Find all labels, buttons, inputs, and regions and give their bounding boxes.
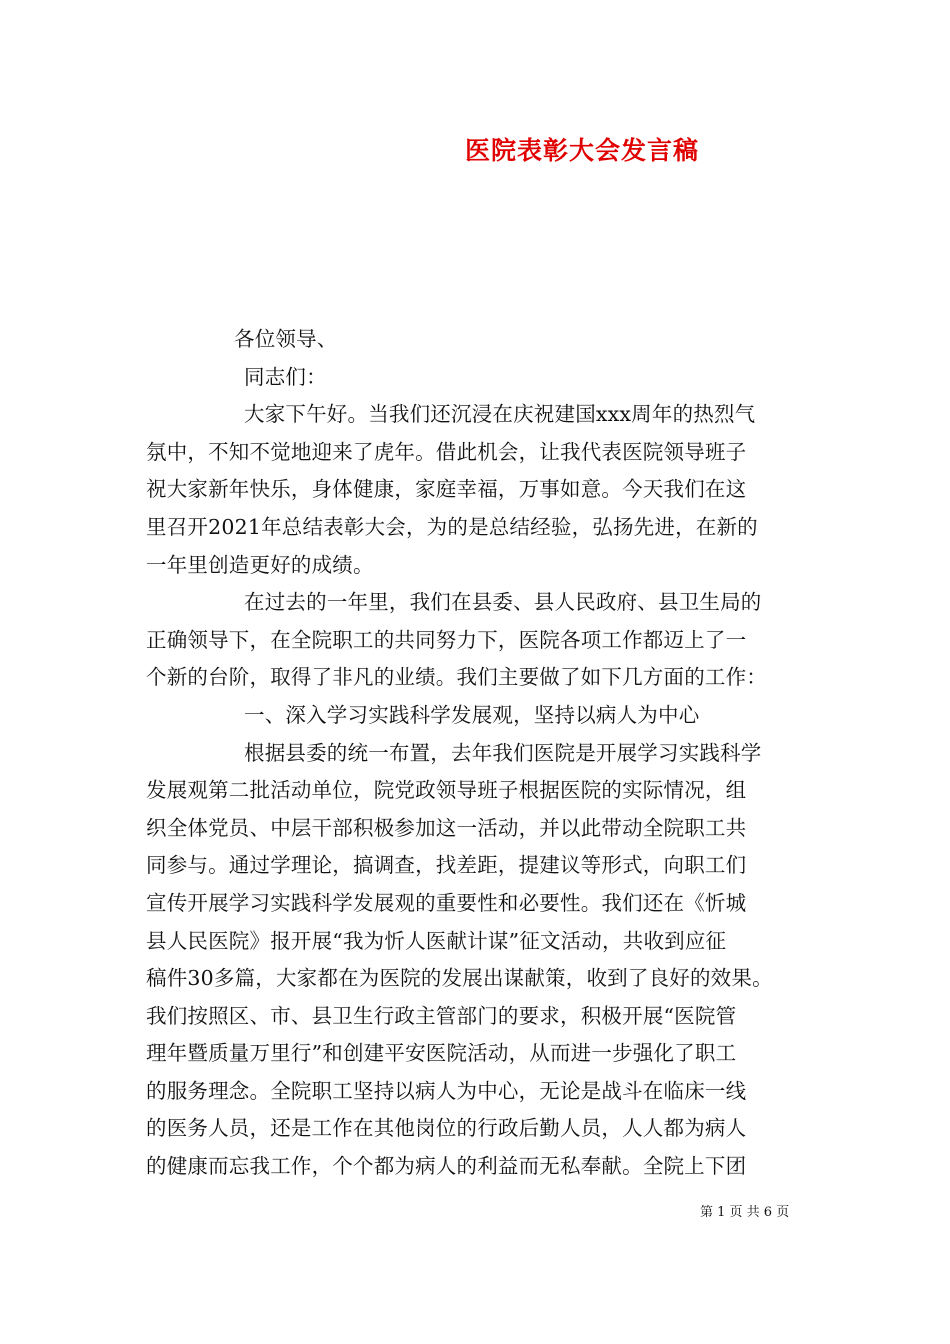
paragraph-line: 的医务人员，还是工作在其他岗位的行政后勤人员，人人都为病人 bbox=[146, 1116, 747, 1141]
paragraph-line: 我们按照区、市、县卫生行政主管部门的要求，积极开展“医院管 bbox=[146, 1003, 737, 1028]
paragraph-line: 同参与。通过学理论，搞调查，找差距，提建议等形式，向职工们 bbox=[146, 853, 747, 878]
paragraph-line: 宣传开展学习实践科学发展观的重要性和必要性。我们还在《忻城 bbox=[146, 890, 747, 915]
paragraph-line: 的服务理念。全院职工坚持以病人为中心，无论是战斗在临床一线 bbox=[146, 1078, 747, 1103]
salutation-line: 各位领导、 bbox=[234, 327, 338, 351]
paragraph-line: 一年里创造更好的成绩。 bbox=[146, 552, 374, 577]
document-title: 医院表彰大会发言稿 bbox=[464, 136, 699, 165]
paragraph-line: 正确领导下，在全院职工的共同努力下，医院各项工作都迈上了一 bbox=[146, 627, 747, 652]
paragraph-line: 大家下午好。当我们还沉浸在庆祝建国xxx周年的热烈气 bbox=[244, 402, 756, 427]
paragraph-line: 个新的台阶，取得了非凡的业绩。我们主要做了如下几方面的工作： bbox=[146, 665, 767, 690]
paragraph-line: 县人民医院》报开展“我为忻人医献计谋”征文活动，共收到应征 bbox=[146, 928, 727, 953]
paragraph-line: 稿件30多篇，大家都在为医院的发展出谋献策，收到了良好的效果。 bbox=[146, 966, 773, 991]
paragraph-line: 根据县委的统一布置，去年我们医院是开展学习实践科学 bbox=[244, 740, 762, 765]
page-footer: 第 1 页 共 6 页 bbox=[700, 1205, 790, 1220]
paragraph-line: 织全体党员、中层干部积极参加这一活动，并以此带动全院职工共 bbox=[146, 815, 747, 840]
paragraph-line: 氛中，不知不觉地迎来了虎年。借此机会，让我代表医院领导班子 bbox=[146, 439, 747, 464]
paragraph-line: 里召开2021年总结表彰大会，为的是总结经验，弘扬先进，在新的 bbox=[146, 514, 758, 539]
paragraph-line: 祝大家新年快乐，身体健康，家庭幸福，万事如意。今天我们在这 bbox=[146, 477, 747, 502]
section-heading: 一、深入学习实践科学发展观，坚持以病人为中心 bbox=[244, 702, 700, 727]
paragraph-line: 在过去的一年里，我们在县委、县人民政府、县卫生局的 bbox=[244, 590, 762, 615]
salutation-line: 同志们： bbox=[244, 364, 327, 389]
document-body bbox=[146, 321, 816, 1186]
paragraph-line: 的健康而忘我工作，个个都为病人的利益而无私奉献。全院上下团 bbox=[146, 1154, 747, 1179]
paragraph-line: 发展观第二批活动单位，院党政领导班子根据医院的实际情况，组 bbox=[146, 778, 747, 803]
paragraph-line: 理年暨质量万里行”和创建平安医院活动，从而进一步强化了职工 bbox=[146, 1041, 737, 1066]
